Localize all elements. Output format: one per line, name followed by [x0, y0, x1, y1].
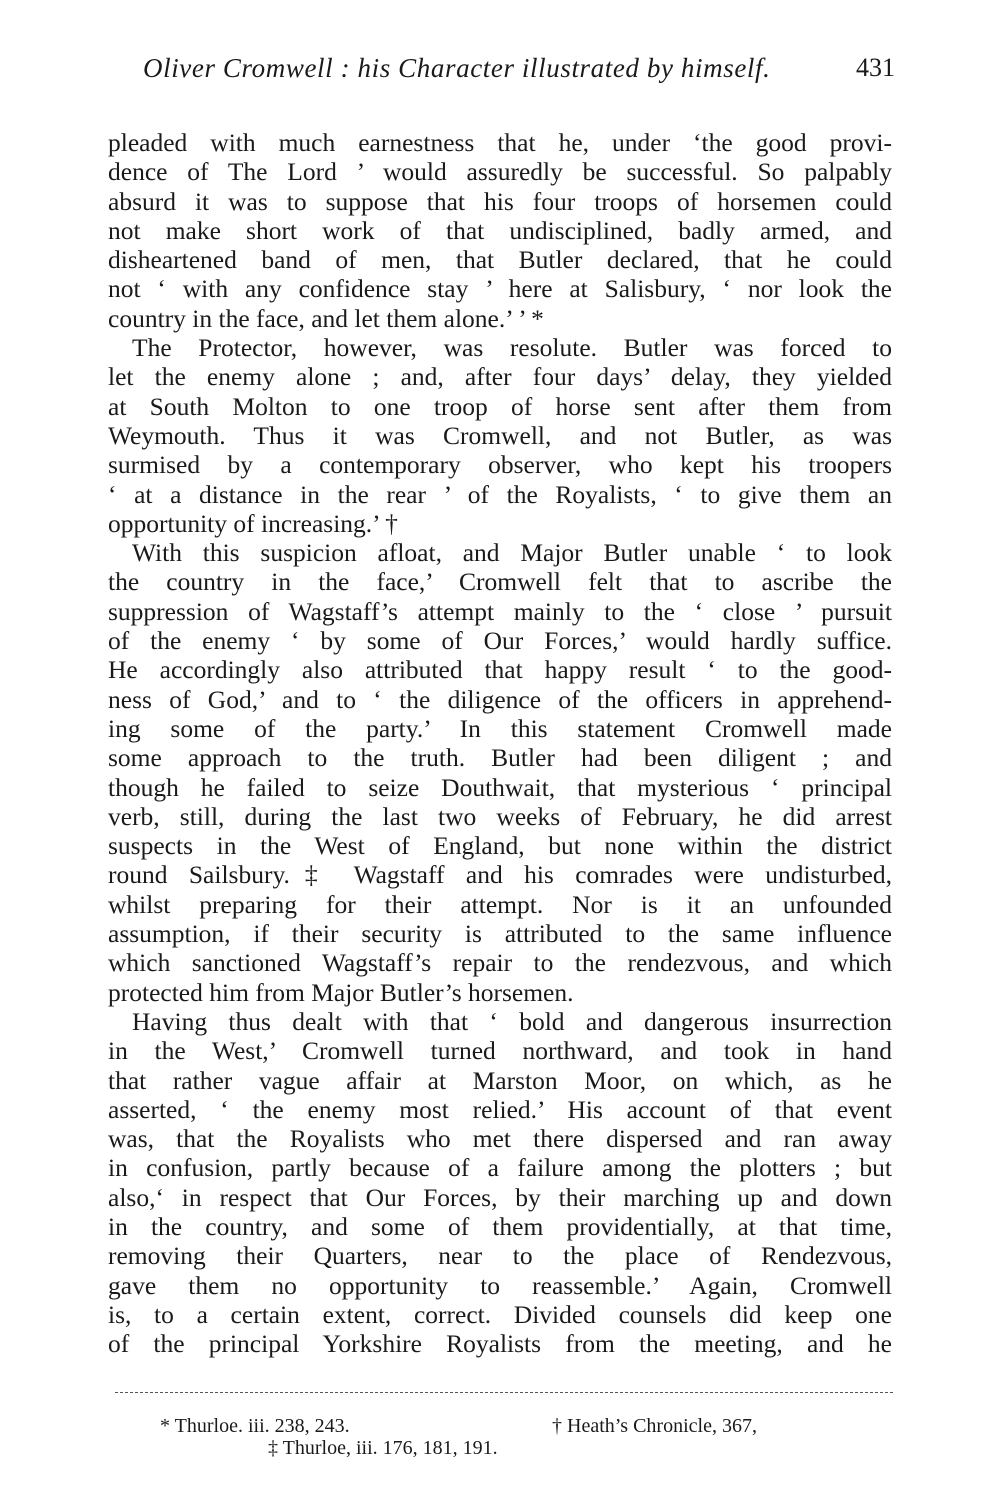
text-line: though he failed to seize Douthwait, that mysterious ‘ principal: [108, 772, 892, 802]
text-line: in the country, and some of them providentially, at that time,: [108, 1211, 892, 1241]
text-line: let the enemy alone ; and, after four days’ delay, they yielded: [108, 362, 892, 392]
text-line: ing some of the party.’ In this statement Cromwell made: [108, 713, 892, 743]
footnote-asterisk: * Thurloe. iii. 238, 243.: [160, 1415, 350, 1437]
running-head: [143, 48, 895, 88]
text-line: not make short work of that undisciplined, badly armed, and: [108, 215, 892, 245]
text-line: He accordingly also attributed that happy result ‘ to the good-: [108, 655, 892, 685]
text-line: the country in the face,’ Cromwell felt that to ascribe the: [108, 567, 892, 597]
text-line: is, to a certain extent, correct. Divided counsels did keep one: [108, 1299, 892, 1329]
page-number: 431: [856, 53, 895, 82]
text-line: ness of God,’ and to ‘ the diligence of the officers in apprehend-: [108, 684, 892, 714]
text-line: in confusion, partly because of a failure among the plotters ; but: [108, 1153, 892, 1183]
paragraph: [108, 333, 892, 538]
text-line: surmised by a contemporary observer, who kept his troopers: [108, 450, 892, 480]
text-line: in the West,’ Cromwell turned northward, and took in hand: [108, 1036, 892, 1066]
text-line: at South Molton to one troop of horse sent after them from: [108, 391, 892, 421]
text-line: dence of The Lord ’ would assuredly be successful. So palpably: [108, 157, 892, 187]
text-line: which sanctioned Wagstaff’s repair to the rendezvous, and which: [108, 948, 892, 978]
text-line: The Protector, however, was resolute. Butler was forced to: [132, 333, 892, 363]
text-line: whilst preparing for their attempt. Nor is it an unfounded: [108, 889, 892, 919]
text-line: Weymouth. Thus it was Cromwell, and not Butler, as was: [108, 420, 892, 450]
text-line: removing their Quarters, near to the place of Rendezvous,: [108, 1241, 892, 1271]
text-line: that rather vague affair at Marston Moor, on which, as he: [108, 1065, 892, 1095]
text-line: disheartened band of men, that Butler declared, that he could: [108, 245, 892, 275]
text-line: ‘ at a distance in the rear ’ of the Royalists, ‘ to give them an: [108, 479, 892, 509]
text-line: pleaded with much earnestness that he, under ‘the good provi-: [108, 128, 892, 157]
text-line: Having thus dealt with that ‘ bold and dangerous insurrection: [132, 1006, 892, 1036]
text-line: absurd it was to suppose that his four troops of horsemen could: [108, 186, 892, 216]
body-text: [108, 128, 892, 1358]
text-line: of the principal Yorkshire Royalists from the meeting, and he: [108, 1329, 892, 1359]
paragraph: [108, 1007, 892, 1359]
footnote-rule: [115, 1392, 893, 1393]
text-line: With this suspicion afloat, and Major Butler unable ‘ to look: [132, 538, 892, 568]
text-line: opportunity of increasing.’ †: [108, 508, 398, 538]
text-line: country in the face, and let them alone.’ ’ *: [108, 303, 544, 333]
paragraph: [108, 128, 892, 333]
footnote-double-dagger: ‡ Thurloe, iii. 176, 181, 191.: [268, 1437, 498, 1459]
text-line: verb, still, during the last two weeks of February, he did arrest: [108, 801, 892, 831]
running-head-title: Oliver Cromwell : his Character illustrated by himself.: [143, 53, 771, 83]
footnote-dagger: † Heath’s Chronicle, 367,: [552, 1415, 757, 1437]
paragraph: [108, 538, 892, 1007]
text-line: round Sailsbury.‡ Wagstaff and his comrades were undisturbed,: [108, 860, 892, 890]
text-line: asserted, ‘ the enemy most relied.’ His account of that event: [108, 1094, 892, 1124]
text-line: some approach to the truth. Butler had been diligent ; and: [108, 743, 892, 773]
text-line: protected him from Major Butler’s horsemen.: [108, 977, 574, 1007]
text-line: assumption, if their security is attributed to the same influence: [108, 919, 892, 949]
text-line: of the enemy ‘ by some of Our Forces,’ would hardly suffice.: [108, 626, 892, 656]
text-line: gave them no opportunity to reassemble.’ Again, Cromwell: [108, 1270, 892, 1300]
text-line: not ‘ with any confidence stay ’ here at Salisbury, ‘ nor look the: [108, 274, 892, 304]
text-line: was, that the Royalists who met there dispersed and ran away: [108, 1124, 892, 1154]
text-line: also,‘ in respect that Our Forces, by their marching up and down: [108, 1182, 892, 1212]
text-line: suppression of Wagstaff’s attempt mainly to the ‘ close ’ pursuit: [108, 596, 892, 626]
text-line: suspects in the West of England, but none within the district: [108, 831, 892, 861]
